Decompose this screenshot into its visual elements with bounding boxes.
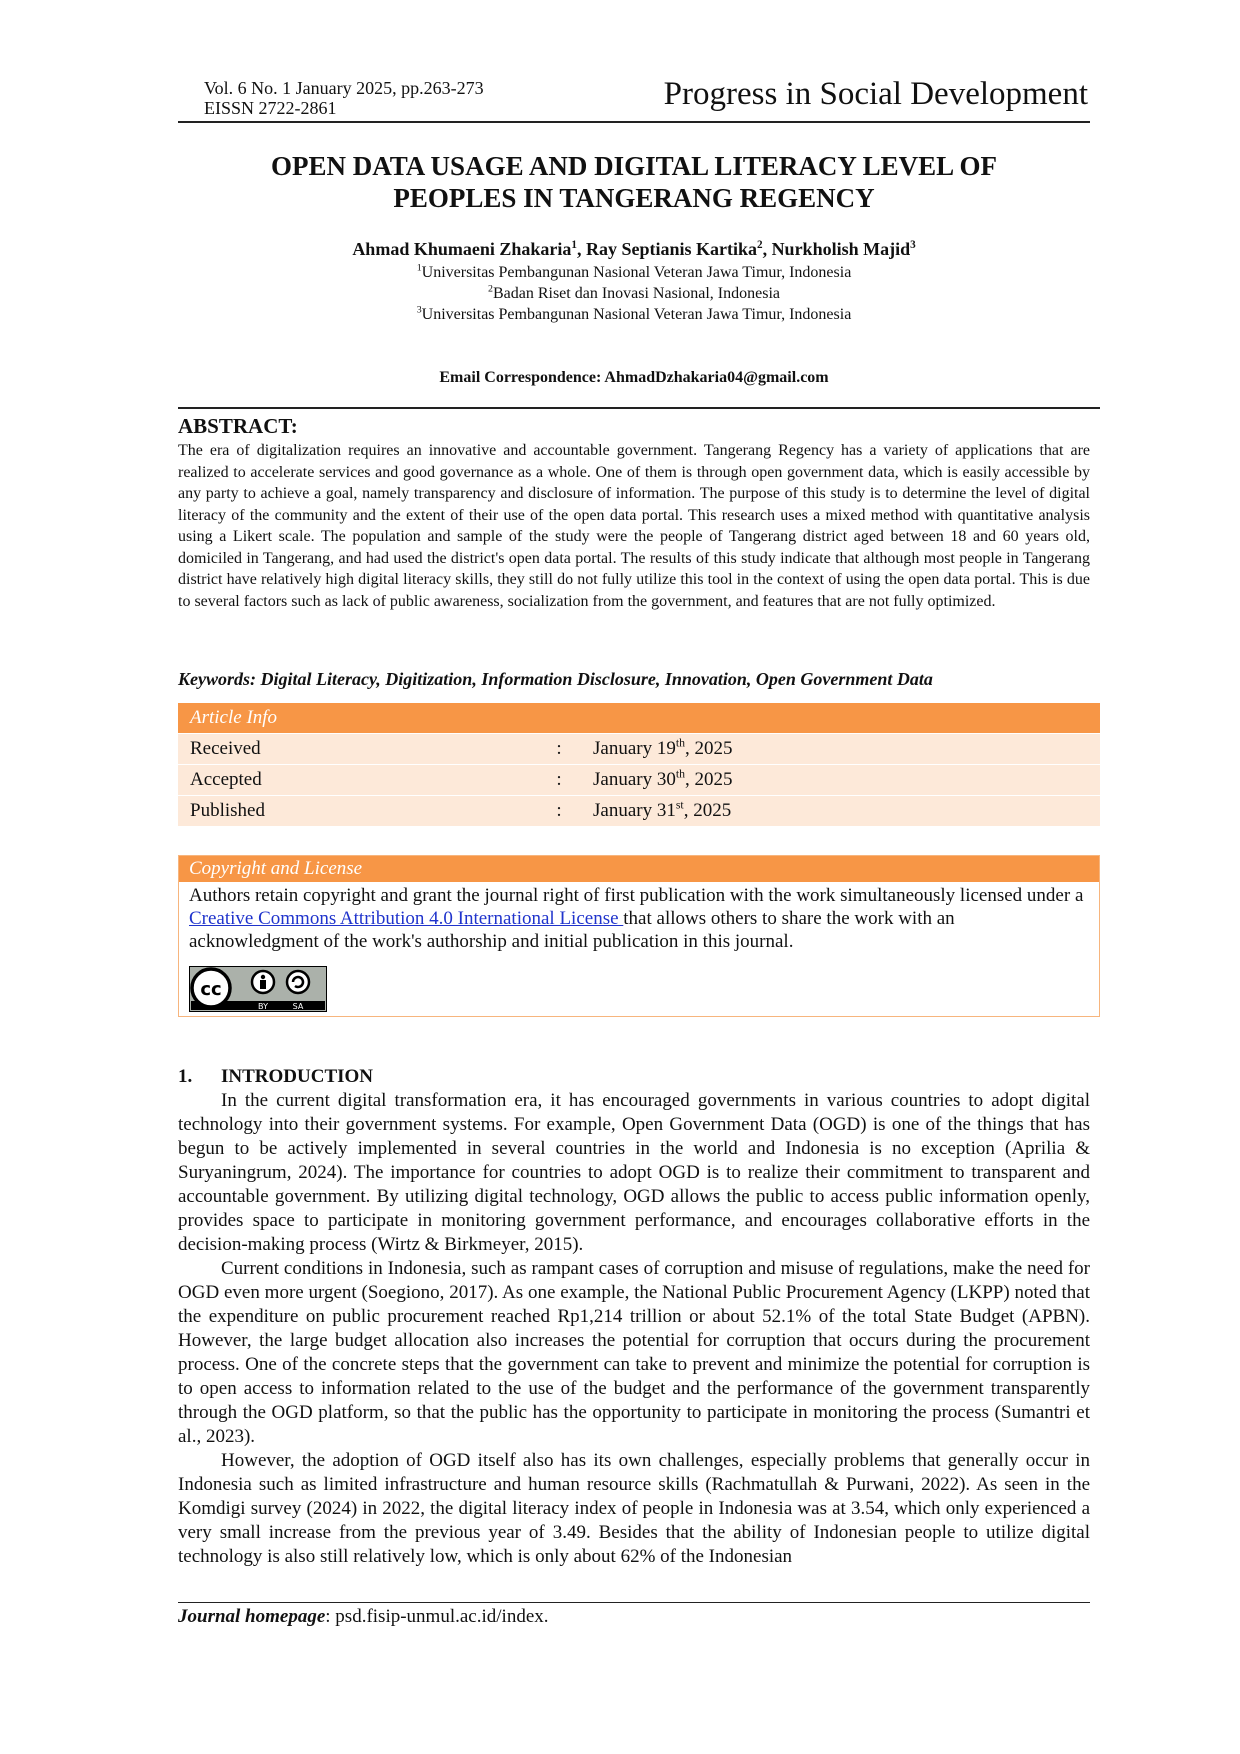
volume-line: Vol. 6 No. 1 January 2025, pp.263-273 (204, 78, 484, 98)
email-correspondence: Email Correspondence: AhmadDzhakaria04@gmail.com (439, 369, 829, 386)
license-box (178, 855, 1100, 1017)
affiliation-1: $^1$Universitas Pembangunan Nasional Veteran Jawa Timur, Indonesia (416, 262, 852, 281)
header-rule (178, 121, 1090, 123)
by-badge-text: BY (258, 1002, 268, 1011)
intro-paragraph-1: In the current digital transformation era, it has encouraged governments in various countries to adopt digital technology into their government systems. For example, Open Government Data (OGD) is one of the things that has begun to be actively implemented in several countries in the world and Indonesia is no exception (Aprilia & Suryaningrum, 2024). The importance for countries to adopt OGD is to realize their commitment to transparent and accountable government. By utilizing digital technology, OGD allows the public to access public information openly, provides space to participate in monitoring government performance, and encourages collaborative efforts in the decision-making process (Wirtz & Birkmeyer, 2015). (178, 1090, 1090, 1255)
abstract-rule (178, 407, 1100, 409)
journal-name: Progress in Social Development (663, 76, 1088, 112)
footer-url: : psd.fisip-unmul.ac.id/index. (325, 1606, 549, 1627)
eissn-line: EISSN 2722-2861 (204, 98, 337, 118)
title-line-1: OPEN DATA USAGE AND DIGITAL LITERACY LEVEL OF (271, 151, 997, 181)
license-text: Authors retain copyright and grant the journal right of first publication with the work simultaneously licensed under a Creative Commons Attribution 4.0 International License that allows others to share the work with an acknowledgment of the work's authorship and initial publication in this journal. (189, 885, 1084, 952)
footer (178, 1606, 549, 1628)
section-heading-introduction (178, 1066, 373, 1088)
cc-by-sa-badge-icon[interactable] (189, 966, 327, 1012)
article-info-table (178, 703, 1100, 826)
abstract-heading: ABSTRACT: (178, 414, 298, 438)
introduction-body (178, 1089, 1090, 1569)
colon: : (537, 733, 581, 764)
colon: : (537, 795, 581, 826)
published-date: January 31st, 2025 (581, 795, 1100, 826)
author-3-sup: 3 (910, 239, 916, 251)
section-number: 1. (178, 1066, 193, 1087)
license-heading: Copyright and License (179, 856, 1099, 882)
author-2-sup: 2 (756, 239, 763, 251)
title-line-2: PEOPLES IN TANGERANG REGENCY (393, 183, 875, 213)
author-3: Nurkholish Majid (771, 239, 911, 259)
intro-paragraph-2: Current conditions in Indonesia, such as rampant cases of corruption and misuse of regulations, make the need for OGD even more urgent (Soegiono, 2017). As one example, the National Public Procurement Agency (LKPP) noted that the expenditure on public procurement reached Rp1,214 trillion or about 52.1% of the total State Budget (APBN). However, the large budget allocation also increases the potential for corruption that occurs during the procurement process. One of the concrete steps that the government can take to prevent and minimize the potential for corruption is to open access to information related to the use of the budget and the performance of the government transparently through the OGD platform, so that the public has the opportunity to participate in monitoring the process (Sumantri et al., 2023). (178, 1258, 1090, 1447)
section-title: INTRODUCTION (221, 1066, 374, 1087)
author-list: Ahmad Khumaeni Zhakaria$^1$, Ray Septianis Kartika$^2$, Nurkholish Majid$^3$ (352, 239, 916, 259)
article-info-heading: Article Info (190, 706, 278, 728)
received-label: Received (178, 733, 537, 764)
table-row (178, 795, 1100, 826)
sa-badge-text: SA (292, 1002, 304, 1011)
author-1-sup: 1 (571, 239, 577, 251)
received-date: January 19th, 2025 (581, 733, 1100, 764)
author-1: Ahmad Khumaeni Zhakaria (352, 239, 572, 259)
affiliation-3: $^3$Universitas Pembangunan Nasional Veteran Jawa Timur, Indonesia (416, 304, 852, 323)
paper-title (178, 150, 1090, 214)
cc-license-link[interactable]: Creative Commons Attribution 4.0 International License (189, 908, 624, 929)
cc-badge-text: cc (200, 979, 222, 1000)
footer-rule (178, 1602, 1090, 1603)
published-label: Published (178, 795, 537, 826)
table-row (178, 733, 1100, 764)
colon: : (537, 764, 581, 795)
issue-info (204, 78, 484, 118)
accepted-date: January 30th, 2025 (581, 764, 1100, 795)
abstract-text: The era of digitalization requires an innovative and accountable government. Tangerang Regency has a variety of applications that are realized to accelerate services and good governance as a whole. One of them is through open government data, which is easily accessible by any party to achieve a goal, namely transparency and disclosure of information. The purpose of this study is to determine the level of digital literacy of the community and the extent of their use of the open data portal. This research uses a mixed method with quantitative analysis using a Likert scale. The population and sample of the study were the people of Tangerang district aged between 18 and 60 years old, domiciled in Tangerang, and had used the district's open data portal. The results of this study indicate that although most people in Tangerang district have relatively high digital literacy skills, they still do not fully utilize this tool in the context of using the open data portal. This is due to several factors such as lack of public awareness, socialization from the government, and features that are not fully optimized. (178, 442, 1090, 610)
intro-paragraph-3: However, the adoption of OGD itself also has its own challenges, especially problems that generally occur in Indonesia such as limited infrastructure and human resource skills (Rachmatullah & Purwani, 2022). As seen in the Komdigi survey (2024) in 2022, the digital literacy index of people in Indonesia was at 3.54, which only experienced a very small increase from the previous year of 3.49. Besides that the ability of Indonesian people to utilize digital technology is also still relatively low, which is only about 62% of the Indonesian (178, 1450, 1090, 1567)
article-info-header (178, 703, 1100, 733)
accepted-label: Accepted (178, 764, 537, 795)
table-row (178, 764, 1100, 795)
affiliation-2: $^2$Badan Riset dan Inovasi Nasional, Indonesia (488, 283, 780, 302)
keywords: Keywords: Digital Literacy, Digitization, Information Disclosure, Innovation, Open Government Data (178, 669, 933, 689)
footer-label: Journal homepage (178, 1606, 326, 1627)
author-2: Ray Septianis Kartika (585, 239, 757, 259)
